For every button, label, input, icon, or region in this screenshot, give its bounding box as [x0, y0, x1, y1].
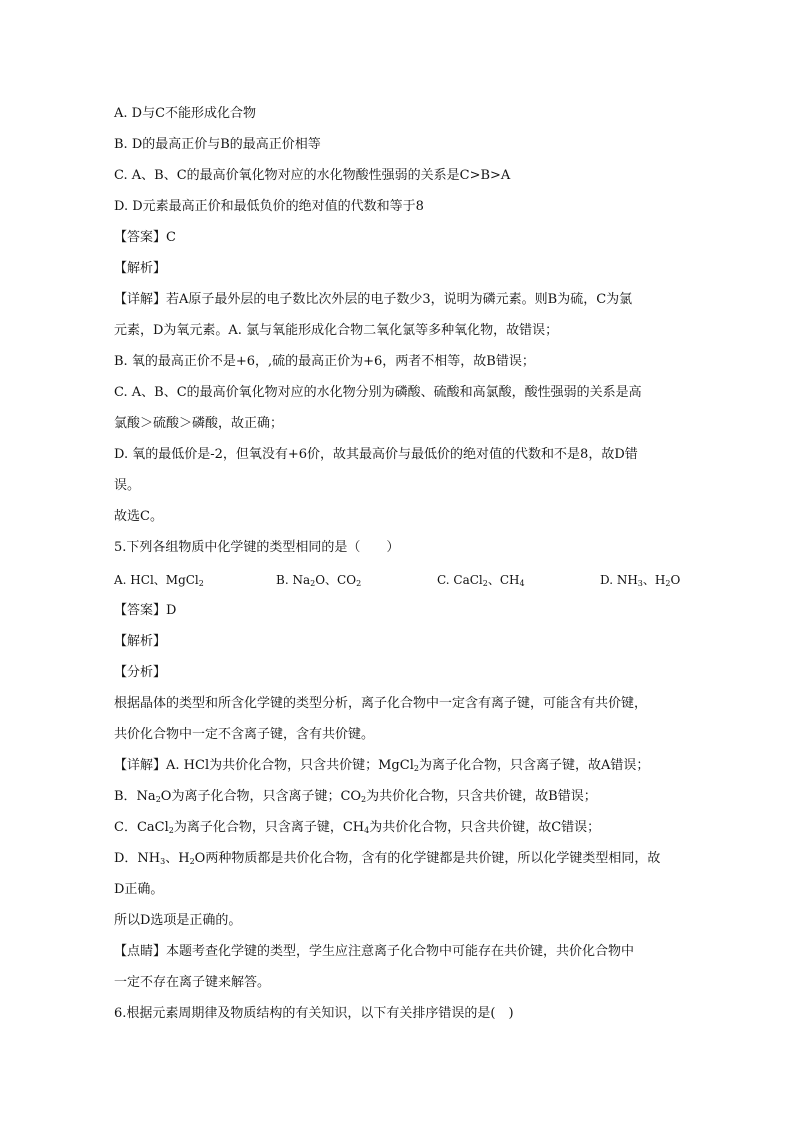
remark-tag: 【点睛】 — [114, 944, 167, 959]
q4-detail-line-5: 氯酸＞硫酸＞磷酸，故正确； — [114, 416, 284, 431]
q5-remark-line-1: 【点睛】本题考查化学键的类型，学生应注意离子化合物中可能存在共价键，共价化合物中 — [114, 944, 635, 959]
q5-detail-c: C．CaCl$_2$为离子化合物，只含离子键，$CH_4$为共价化合物，只含共价键，故C错误； — [114, 820, 601, 835]
q5-fenxi-tag: 【分析】 — [114, 665, 167, 680]
detail-tag: 【详解】 — [114, 292, 167, 307]
q4-detail-line-7: 误。 — [114, 478, 141, 493]
detail-tag: 【详解】 — [114, 758, 167, 773]
q5-remark-line-2: 一定不存在离子键来解答。 — [114, 975, 271, 990]
q4-answer — [114, 230, 176, 246]
q4-analysis-tag: 【解析】 — [114, 261, 167, 276]
q5-conclusion: 所以D选项是正确的。 — [114, 913, 242, 928]
q4-detail-line-6: D. 氧的最低价是-2，但氧没有+6价，故其最高价与最低价的绝对值的代数和不是8，故D错 — [114, 447, 638, 462]
detail-text: 若A原子最外层的电子数比次外层的电子数少3，说明为磷元素。则B为硫，C为氯 — [166, 292, 633, 307]
answer-tag: 【答案】 — [114, 230, 167, 245]
q5-fenxi-line-2: 共价化合物中一定不含离子键，含有共价键。 — [114, 727, 375, 742]
q5-answer — [114, 603, 176, 619]
answer-value: D — [166, 603, 177, 618]
q5-detail-b: B．$Na_2O$为离子化合物，只含离子键；$CO_2$为共价化合物，只含共价键，故B错误； — [114, 789, 597, 804]
q5-option-b: B. $Na_2O$、$CO_2$ — [276, 573, 362, 588]
q6-question: 6.根据元素周期律及物质结构的有关知识，以下有关排序错误的是( ) — [114, 1006, 514, 1021]
q4-detail-line-1 — [114, 292, 632, 308]
answer-value: C — [166, 230, 176, 245]
q5-detail-d: D．$NH_3$、$H_2O$两种物质都是共价化合物，含有的化学键都是共价键，所以化学键类型相同，故 — [114, 851, 661, 866]
q5-option-c: C. CaCl$_2$、$CH_4$ — [437, 573, 525, 588]
q4-option-a: A. D与C不能形成化合物 — [114, 106, 257, 121]
q4-detail-line-3: B. 氧的最高正价不是+6，,硫的最高正价为+6，两者不相等，故B错误； — [114, 354, 535, 369]
q5-detail-a: 【详解】A. HCl为共价化合物，只含共价键；MgCl$_2$为离子化合物，只含离子键，故A错误； — [114, 758, 650, 773]
q5-fenxi-line-1: 根据晶体的类型和所含化学键的类型分析，离子化合物中一定含有离子键，可能含有共价键， — [114, 696, 648, 711]
q4-option-b: B. D的最高正价与B的最高正价相等 — [114, 137, 321, 152]
q4-detail-line-2: 元素，D为氧元素。A. 氯与氧能形成化合物二氧化氯等多种氧化物，故错误； — [114, 323, 559, 338]
q4-conclusion: 故选C。 — [114, 509, 163, 524]
q4-option-d: D. D元素最高正价和最低负价的绝对值的代数和等于8 — [114, 199, 424, 214]
q5-analysis-tag: 【解析】 — [114, 634, 167, 649]
q4-option-c: C. A、B、C的最高价氧化物对应的水化物酸性强弱的关系是C>B>A — [114, 168, 511, 183]
answer-tag: 【答案】 — [114, 603, 167, 618]
q5-question: 5.下列各组物质中化学键的类型相同的是（ ） — [114, 540, 400, 555]
q5-option-a: A. HCl、MgCl$_2$ — [114, 573, 204, 588]
q5-option-d: D. $NH_3$、$H_2O$ — [600, 573, 681, 588]
q4-detail-line-4: C. A、B、C的最高价氧化物对应的水化物分别为磷酸、硫酸和高氯酸，酸性强弱的关系是高 — [114, 385, 642, 400]
q5-detail-d-cont: D正确。 — [114, 882, 164, 897]
